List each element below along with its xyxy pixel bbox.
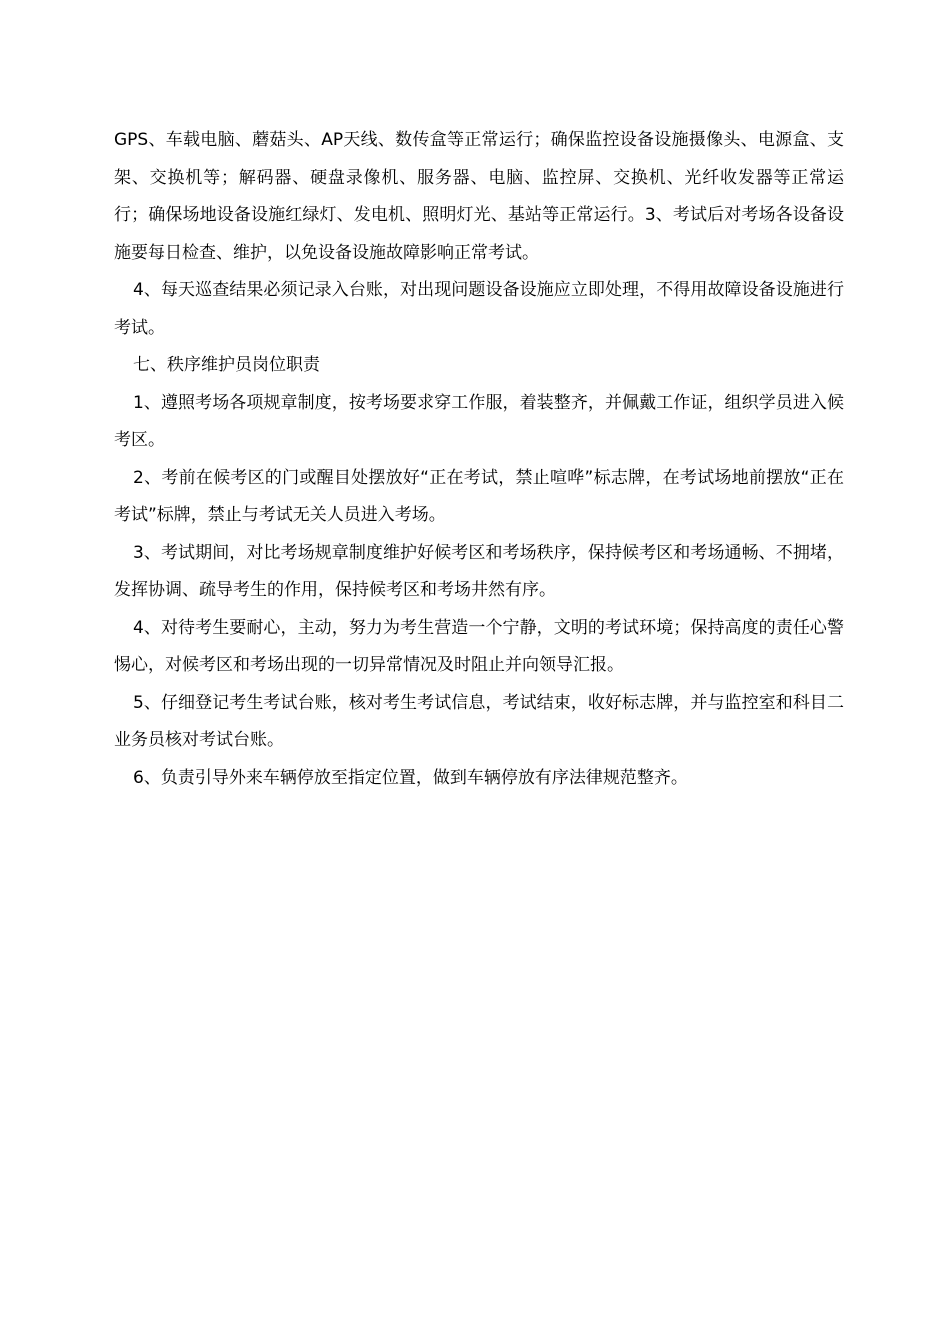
- paragraph-duty-4: 4、对待考生要耐心，主动，努力为考生营造一个宁静，文明的考试环境；保持高度的责任心警惕心，对候考区和考场出现的一切异常情况及时阻止并向领导汇报。: [114, 617, 844, 675]
- paragraph-duty-3: 3、考试期间，对比考场规章制度维护好候考区和考场秩序，保持候考区和考场通畅、不拥堵，发挥协调、疏导考生的作用，保持候考区和考场井然有序。: [114, 542, 844, 600]
- paragraph-daily-inspection-record: 4、每天巡查结果必须记录入台账，对出现问题设备设施应立即处理，不得用故障设备设施进行考试。: [114, 280, 844, 338]
- paragraph-duty-5: 5、仔细登记考生考试台账，核对考生考试信息，考试结束，收好标志牌，并与监控室和科目二业务员核对考试台账。: [114, 692, 844, 750]
- paragraph-equipment-checks: GPS、车载电脑、蘑菇头、AP天线、数传盒等正常运行；确保监控设备设施摄像头、电源盒、支架、交换机等；解码器、硬盘录像机、服务器、电脑、监控屏、交换机、光纤收发器等正常运行；确保场地设备设施红绿灯、发电机、照明灯光、基站等正常运行。3、考试后对考场各设备设施要每日检查、维护，以免设备设施故障影响正常考试。: [114, 130, 844, 263]
- paragraph-duty-6: 6、负责引导外来车辆停放至指定位置，做到车辆停放有序法律规范整齐。: [133, 767, 688, 788]
- section-heading-order-keeper-duties: 七、秩序维护员岗位职责: [133, 355, 320, 375]
- paragraph-duty-1: 1、遵照考场各项规章制度，按考场要求穿工作服，着装整齐，并佩戴工作证，组织学员进入候考区。: [114, 392, 844, 450]
- paragraph-duty-2: 2、考前在候考区的门或醒目处摆放好“正在考试，禁止喧哗”标志牌，在考试场地前摆放“正在考试”标牌，禁止与考试无关人员进入考场。: [114, 467, 844, 525]
- document-body: [114, 122, 844, 797]
